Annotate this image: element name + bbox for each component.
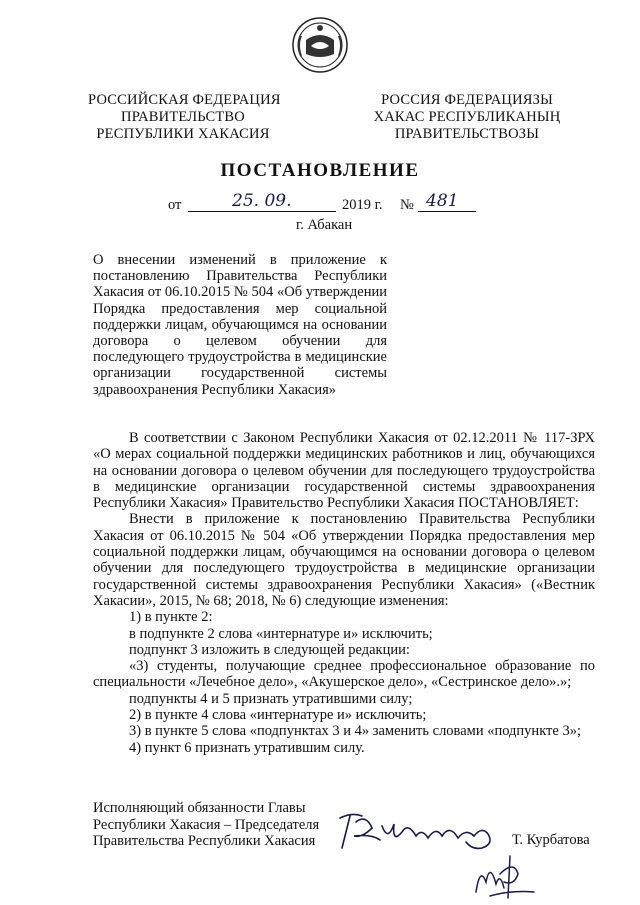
initials-mark xyxy=(470,852,540,900)
header-right-line: РОССИЯ ФЕДЕРАЦИЯЗЫ xyxy=(381,92,553,108)
document-body xyxy=(93,430,595,756)
header-right xyxy=(372,92,562,143)
body-paragraph: подпункты 4 и 5 признать утратившими силу; xyxy=(129,690,413,707)
body-paragraph: 3) в пункте 5 слова «подпунктах 3 и 4» заменить словами «подпункте 3»; xyxy=(129,723,581,740)
coat-of-arms-emblem xyxy=(291,16,349,74)
header-right-line: ХАКАС РЕСПУБЛИКАНЫҢ xyxy=(373,109,561,125)
body-paragraph: 1) в пункте 2: xyxy=(129,609,213,626)
header-left-line: ПРАВИТЕЛЬСТВО xyxy=(121,109,245,125)
signature-block xyxy=(93,800,333,850)
body-paragraph: 4) пункт 6 признать утратившим силу. xyxy=(129,739,365,756)
body-paragraph: 2) в пункте 4 слова «интернатуре и» исключить; xyxy=(129,707,427,724)
document-title: ПОСТАНОВЛЕНИЕ xyxy=(220,160,420,181)
handwritten-signature xyxy=(332,808,502,852)
header-right-line: ПРАВИТЕЛЬСТВОЗЫ xyxy=(394,126,540,142)
body-paragraph: подпункт 3 изложить в следующей редакции: xyxy=(129,641,410,658)
date-from-label: от xyxy=(168,197,182,213)
header-left xyxy=(88,92,281,143)
body-paragraph: в подпункте 2 слова «интернатуре и» исключить; xyxy=(129,625,433,642)
header-left-line: РОССИЙСКАЯ ФЕДЕРАЦИЯ xyxy=(88,92,281,108)
date-year: 2019 г. xyxy=(342,197,383,213)
signature-position-line: Республики Хакасия – Председателя xyxy=(93,816,320,833)
document-subject: О внесении изменений в приложение к постановлению Правительства Республики Хакасия от 06.10.2015 № 504 «Об утверждении Порядка предоставления мер социальной поддержки лицам, обучающимся на основании договора о целевом обучении для последующего трудоустройства в медицинские организации государственной системы здравоохранения Республики Хакасия» xyxy=(93,252,387,398)
signatory-name: Т. Курбатова xyxy=(512,832,590,848)
signature-position-line: Исполняющий обязанности Главы xyxy=(93,800,306,816)
dateline xyxy=(0,193,640,217)
body-paragraph: В соответствии с Законом Республики Хакасия от 02.12.2011 № 117-ЗРХ «О мерах социальной поддержки медицинских работников и лиц, обучающихся на основании договора о целевом обучении для последующего трудоустройства в медицинские организации государственной системы здравоохранения Республики Хакасия» Правительство Республики Хакасия ПОСТАНОВЛЯЕТ: xyxy=(93,430,595,512)
number-label: № xyxy=(400,197,414,213)
body-paragraph: Внести в приложение к постановлению Правительства Республики Хакасия от 06.10.2015 № 504 «Об утверждении Порядка предоставления мер социальной поддержки лицам, обучающимся на основании договора о целевом обучении для последующего трудоустройства в медицинские организации государственной системы здравоохранения Республики Хакасия» («Вестник Хакасии», 2015, № 68; 2018, № 6) следующие изменения: xyxy=(93,511,595,609)
number-handwritten: 481 xyxy=(426,191,459,211)
date-handwritten: 25. 09. xyxy=(232,191,292,211)
signature-position-line: Правительства Республики Хакасия xyxy=(93,833,316,849)
city: г. Абакан xyxy=(296,217,353,233)
header-left-line: РЕСПУБЛИКИ ХАКАСИЯ xyxy=(96,126,270,142)
body-paragraph: «3) студенты, получающие среднее профессиональное образование по специальности «Лечебное дело», «Акушерское дело», «Сестринское дело».»; xyxy=(93,658,595,691)
